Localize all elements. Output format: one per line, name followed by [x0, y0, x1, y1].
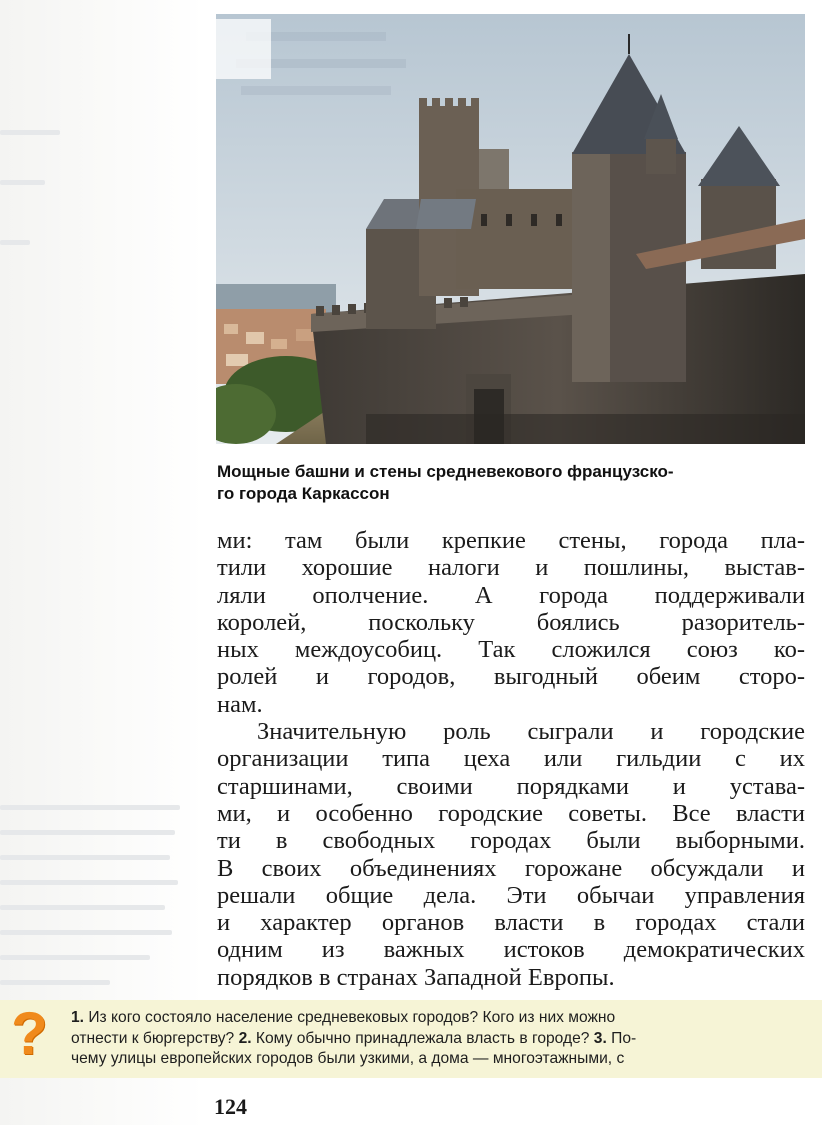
question-text: Из кого состояло население средневековых городов? Кого из них можно — [84, 1009, 616, 1026]
text-line: ляли ополчение. А города поддерживали — [217, 581, 805, 609]
text-line: ти в свободных городах были выборными. — [217, 827, 805, 855]
review-questions-box — [0, 1000, 822, 1078]
fortress-illustration — [216, 14, 805, 444]
carcassonne-photo — [216, 14, 805, 444]
caption-line: Мощные башни и стены средневекового французско- — [217, 462, 674, 481]
caption-line: го города Каркассон — [217, 484, 390, 503]
text-line: ми: там были крепкие стены, города пла- — [217, 527, 805, 554]
text-line: ных междоусобиц. Так сложился союз ко- — [217, 636, 805, 664]
question-line — [71, 1008, 806, 1029]
text-line: В своих объединениях горожане обсуждали и — [217, 854, 805, 882]
text-line: тили хорошие налоги и пошлины, выстав- — [217, 554, 805, 582]
question-text: Кому обычно принадлежала власть в городе? — [251, 1029, 594, 1047]
text-line: организации типа цеха или гильдии с их — [217, 745, 805, 773]
photo-caption — [217, 461, 812, 505]
text-line: ролей и городов, выгодный обеим сторо- — [217, 663, 805, 691]
page-number: 124 — [214, 1094, 247, 1119]
question-number: 2. — [238, 1029, 252, 1047]
left-margin-bleed — [0, 0, 205, 1125]
question-line — [71, 1049, 806, 1070]
question-text: По- — [606, 1029, 637, 1047]
text-line: ми, и особенно городские советы. Все власти — [217, 799, 805, 827]
text-line: старшинами, своими порядками и устава- — [217, 772, 805, 800]
main-text — [217, 527, 805, 991]
text-line: решали общие дела. Эти обычаи управления — [217, 881, 805, 909]
paragraph-1 — [217, 527, 805, 718]
question-text: чему улицы европейских городов были узкими, а дома — многоэтажными, с — [71, 1050, 625, 1067]
text-line: нам. — [217, 690, 263, 718]
text-line: одним из важных истоков демократических — [217, 936, 805, 964]
question-number: 1. — [71, 1009, 85, 1026]
review-questions — [71, 1008, 806, 1070]
text-line: королей, поскольку боялись разоритель- — [217, 608, 805, 636]
text-line: Значительную роль сыграли и городские — [257, 718, 805, 746]
question-text: отнести к бюргерству? — [71, 1029, 239, 1047]
question-line — [71, 1029, 806, 1050]
text-line: и характер органов власти в городах стали — [217, 909, 805, 937]
text-line: порядков в странах Западной Европы. — [217, 963, 615, 991]
question-mark-icon: ? — [11, 1000, 48, 1067]
paragraph-2 — [217, 718, 805, 991]
question-number: 3. — [593, 1029, 607, 1047]
